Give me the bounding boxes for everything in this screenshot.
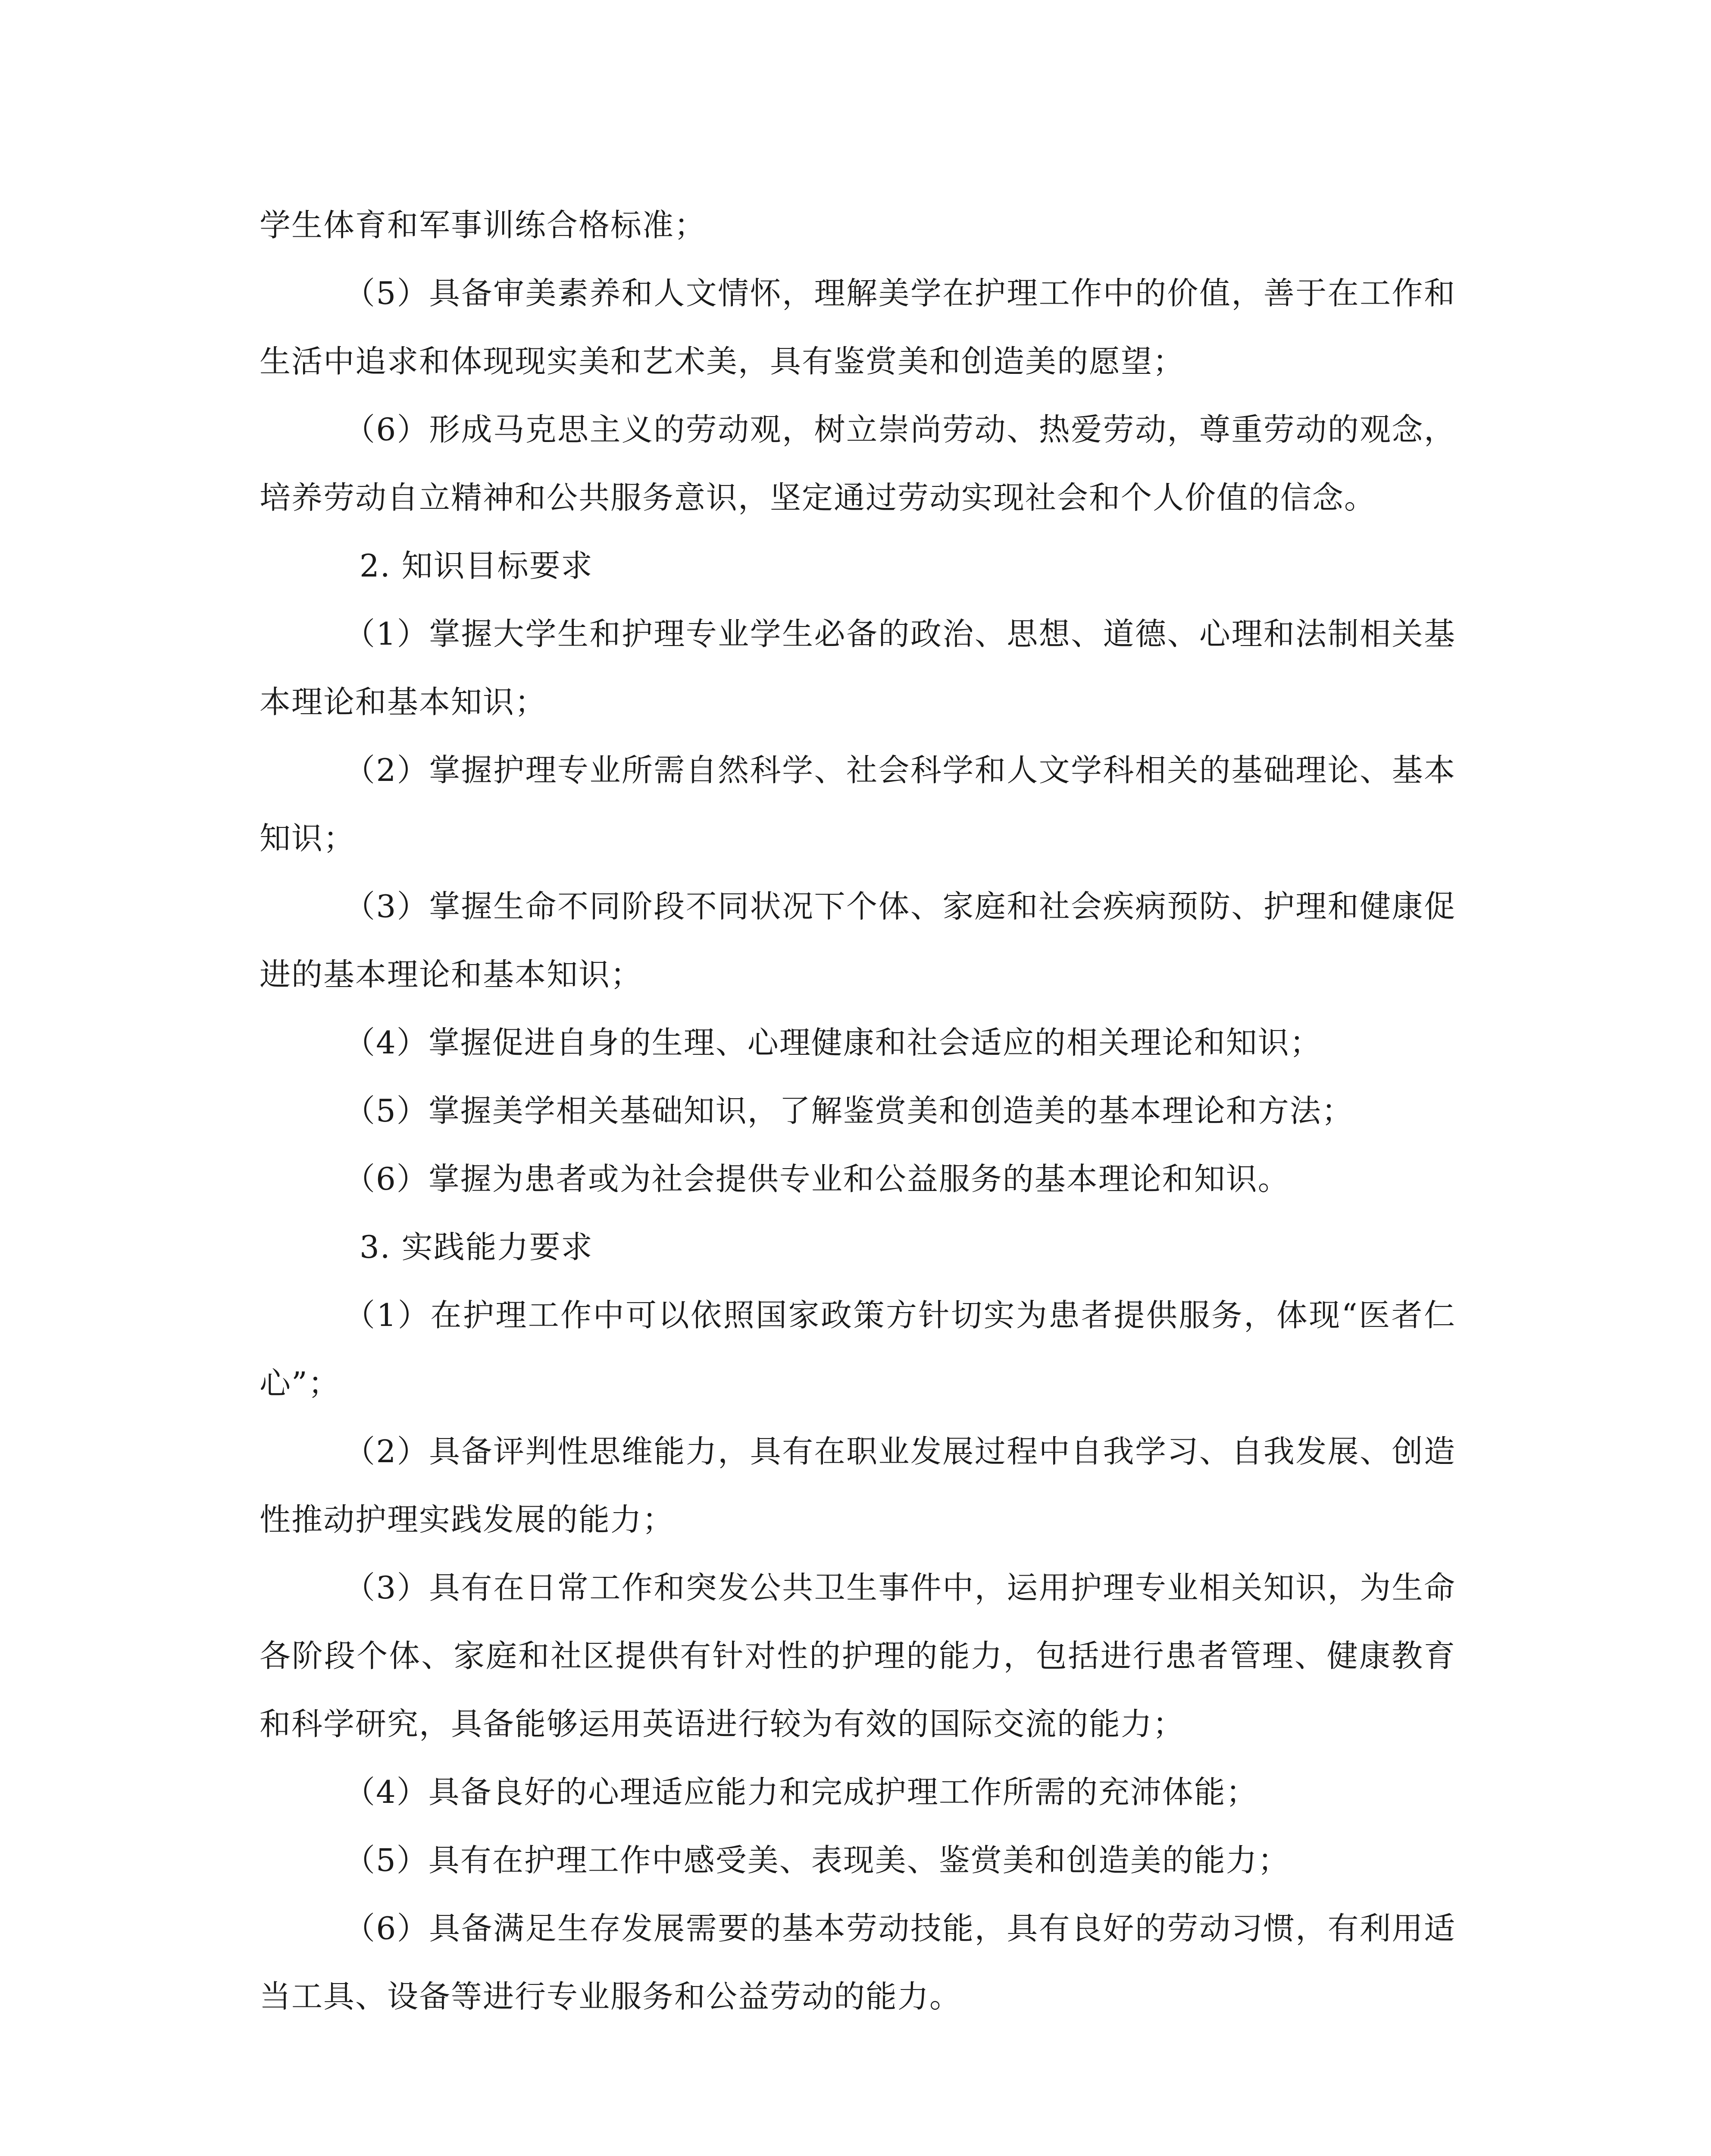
- list-item-practice-1: （1）在护理工作中可以依照国家政策方针切实为患者提供服务，体现“医者仁心”；: [260, 1297, 1456, 1401]
- list-item-knowledge-2: （2）掌握护理专业所需自然科学、社会科学和人文学科相关的基础理论、基本知识；: [260, 752, 1456, 856]
- list-item-attitude-6: （6）形成马克思主义的劳动观，树立崇尚劳动、热爱劳动，尊重劳动的观念，培养劳动自立精神和公共服务意识，坚定通过劳动实现社会和个人价值的信念。: [260, 411, 1456, 516]
- list-item-practice-4: （4）具备良好的心理适应能力和完成护理工作所需的充沛体能；: [344, 1774, 1258, 1810]
- list-item-knowledge-6: （6）掌握为患者或为社会提供专业和公益服务的基本理论和知识。: [344, 1161, 1290, 1197]
- paragraph-continuation: 学生体育和军事训练合格标准；: [260, 207, 707, 243]
- document-body: [260, 191, 1456, 2031]
- list-item-practice-5: （5）具有在护理工作中感受美、表现美、鉴赏美和创造美的能力；: [344, 1842, 1290, 1878]
- list-item-practice-6: （6）具备满足生存发展需要的基本劳动技能，具有良好的劳动习惯，有利用适当工具、设备等进行专业服务和公益劳动的能力。: [260, 1910, 1456, 2015]
- list-item-knowledge-1: （1）掌握大学生和护理专业学生必备的政治、思想、道德、心理和法制相关基本理论和基本知识；: [260, 616, 1456, 720]
- list-item-attitude-5: （5）具备审美素养和人文情怀，理解美学在护理工作中的价值，善于在工作和生活中追求和体现现实美和艺术美，具有鉴赏美和创造美的愿望；: [260, 275, 1456, 379]
- list-item-knowledge-5: （5）掌握美学相关基础知识，了解鉴赏美和创造美的基本理论和方法；: [344, 1093, 1354, 1129]
- section-heading-knowledge: 2. 知识目标要求: [360, 548, 593, 584]
- list-item-knowledge-3: （3）掌握生命不同阶段不同状况下个体、家庭和社会疾病预防、护理和健康促进的基本理论和基本知识；: [260, 888, 1456, 993]
- section-heading-practice: 3. 实践能力要求: [360, 1229, 593, 1265]
- list-item-practice-3: （3）具有在日常工作和突发公共卫生事件中，运用护理专业相关知识，为生命各阶段个体、家庭和社区提供有针对性的护理的能力，包括进行患者管理、健康教育和科学研究，具备能够运用英语进行较为有效的国际交流的能力；: [260, 1570, 1456, 1742]
- list-item-knowledge-4: （4）掌握促进自身的生理、心理健康和社会适应的相关理论和知识；: [344, 1025, 1322, 1061]
- list-item-practice-2: （2）具备评判性思维能力，具有在职业发展过程中自我学习、自我发展、创造性推动护理实践发展的能力；: [260, 1433, 1456, 1538]
